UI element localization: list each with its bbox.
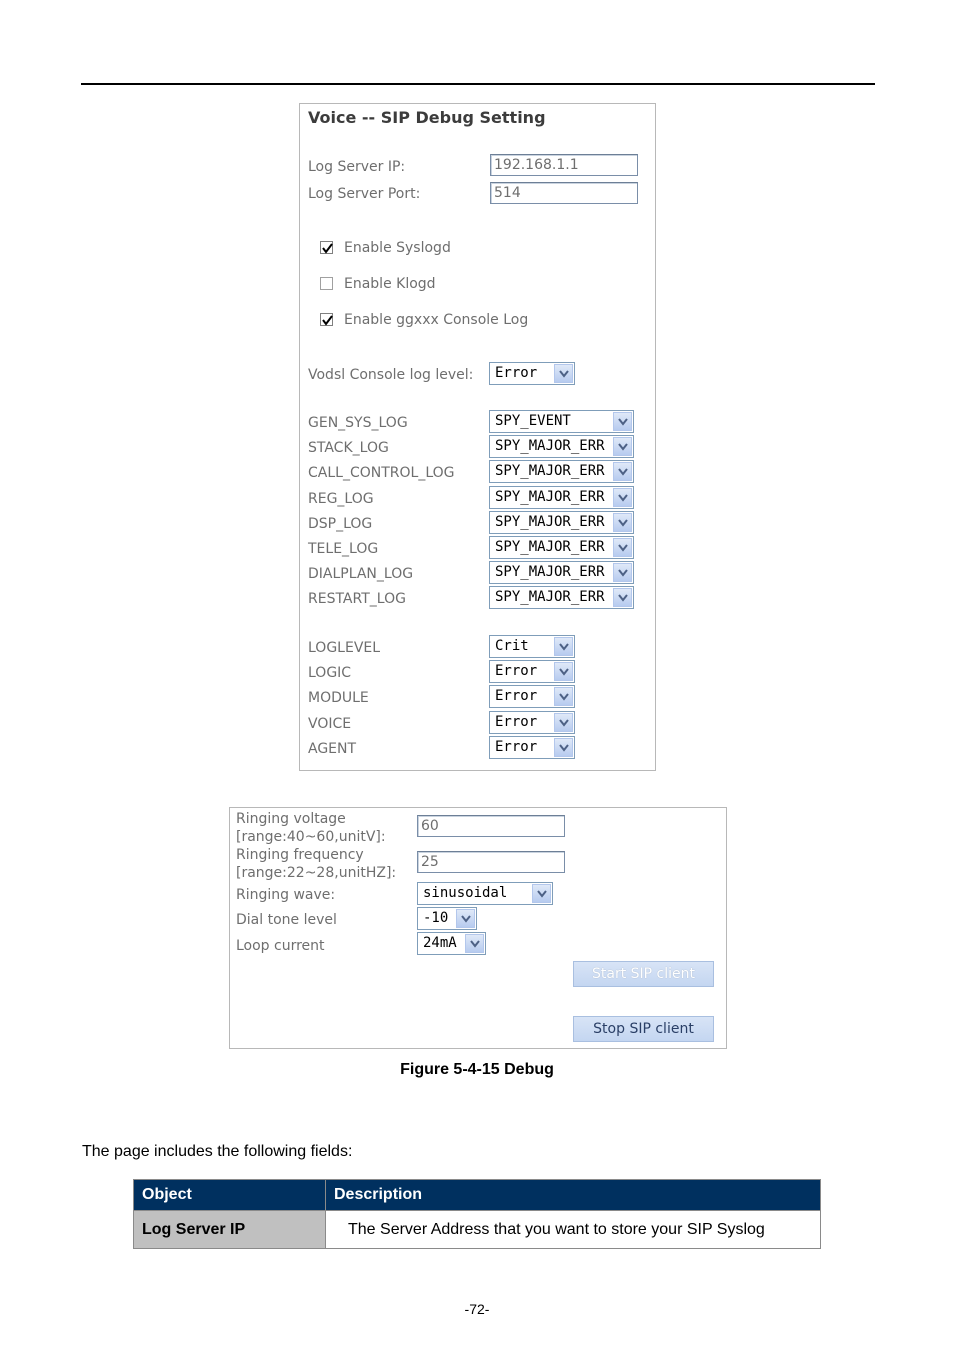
chevron-down-icon[interactable] bbox=[554, 687, 573, 706]
log-server-ip-input[interactable]: 192.168.1.1 bbox=[490, 154, 638, 176]
logic-select[interactable] bbox=[489, 660, 575, 683]
loglevel-select[interactable] bbox=[489, 635, 575, 658]
log-server-ip-label: Log Server IP: bbox=[308, 159, 406, 175]
module-label: MODULE bbox=[308, 690, 369, 707]
select-value: Error bbox=[495, 688, 538, 705]
dialplan-log-label: DIALPLAN_LOG bbox=[308, 566, 414, 583]
select-value: SPY_MAJOR_ERR bbox=[495, 589, 605, 606]
table-header-row bbox=[134, 1180, 821, 1211]
select-value: Error bbox=[495, 713, 538, 730]
check-icon bbox=[321, 242, 334, 255]
console-level-label: Vodsl Console log level: bbox=[308, 367, 474, 383]
chevron-down-icon[interactable] bbox=[613, 412, 632, 431]
dsp-log-label: DSP_LOG bbox=[308, 515, 373, 532]
table-cell-object: Log Server IP bbox=[134, 1211, 326, 1249]
reg-log-label: REG_LOG bbox=[308, 490, 374, 507]
logic-label: LOGIC bbox=[308, 665, 352, 682]
table-row bbox=[134, 1211, 821, 1249]
voice-label: VOICE bbox=[308, 715, 352, 732]
loop-current-select[interactable] bbox=[417, 932, 486, 955]
voice-select[interactable] bbox=[489, 711, 575, 734]
tele-log-label: TELE_LOG bbox=[308, 541, 379, 557]
chevron-down-icon[interactable] bbox=[613, 563, 632, 582]
chevron-down-icon[interactable] bbox=[554, 637, 573, 656]
ringing-voltage-input[interactable]: 60 bbox=[417, 815, 565, 837]
chevron-down-icon[interactable] bbox=[613, 538, 632, 557]
chevron-down-icon[interactable] bbox=[613, 437, 632, 456]
ringing-frequency-label: Ringing frequency bbox=[236, 847, 364, 863]
call-control-log-select[interactable] bbox=[489, 460, 634, 483]
gen-sys-log-label: GEN_SYS_LOG bbox=[308, 415, 408, 431]
restart-log-label: RESTART_LOG bbox=[308, 591, 406, 608]
log-server-port-label: Log Server Port: bbox=[308, 186, 421, 202]
stack-log-select[interactable] bbox=[489, 435, 634, 458]
ringing-frequency-input[interactable]: 25 bbox=[417, 851, 565, 873]
chevron-down-icon[interactable] bbox=[532, 884, 551, 903]
loglevel-label: LOGLEVEL bbox=[308, 640, 381, 656]
table-header-object: Object bbox=[134, 1180, 326, 1211]
select-value: SPY_EVENT bbox=[495, 413, 571, 429]
select-value: SPY_MAJOR_ERR bbox=[495, 513, 605, 530]
intro-text: The page includes the following fields: bbox=[82, 1143, 353, 1160]
chevron-down-icon[interactable] bbox=[465, 934, 484, 953]
table-header-description: Description bbox=[326, 1180, 821, 1211]
enable-klogd-label: Enable Klogd bbox=[344, 276, 436, 292]
check-icon bbox=[321, 314, 334, 327]
select-value: 24mA bbox=[423, 935, 457, 951]
tele-log-select[interactable] bbox=[489, 536, 634, 559]
dial-tone-select[interactable] bbox=[417, 907, 477, 930]
enable-syslogd-checkbox[interactable] bbox=[320, 241, 333, 254]
agent-select[interactable] bbox=[489, 736, 575, 759]
restart-log-select[interactable] bbox=[489, 586, 634, 609]
ringing-frequency-range: [range:22~28,unitHZ]: bbox=[236, 865, 397, 881]
select-value: -10 bbox=[423, 910, 449, 926]
select-value: Error bbox=[495, 663, 538, 680]
select-value: SPY_MAJOR_ERR bbox=[495, 539, 605, 555]
stack-log-label: STACK_LOG bbox=[308, 440, 389, 457]
select-value: SPY_MAJOR_ERR bbox=[495, 438, 605, 455]
enable-syslogd-label: Enable Syslogd bbox=[344, 240, 451, 256]
enable-klogd-checkbox[interactable] bbox=[320, 277, 333, 290]
select-value: SPY_MAJOR_ERR bbox=[495, 564, 605, 581]
gen-sys-log-select[interactable] bbox=[489, 410, 634, 433]
select-value: Error bbox=[495, 738, 538, 755]
dial-tone-label: Dial tone level bbox=[236, 912, 337, 928]
dialplan-log-select[interactable] bbox=[489, 561, 634, 584]
chevron-down-icon[interactable] bbox=[613, 462, 632, 481]
log-server-port-input[interactable]: 514 bbox=[490, 182, 638, 204]
select-value: SPY_MAJOR_ERR bbox=[495, 463, 605, 480]
chevron-down-icon[interactable] bbox=[613, 513, 632, 532]
chevron-down-icon[interactable] bbox=[554, 738, 573, 757]
reg-log-select[interactable] bbox=[489, 486, 634, 509]
chevron-down-icon[interactable] bbox=[613, 588, 632, 607]
agent-label: AGENT bbox=[308, 740, 357, 757]
figure-caption: Figure 5-4-15 Debug bbox=[400, 1061, 554, 1078]
enable-console-log-label: Enable ggxxx Console Log bbox=[344, 312, 529, 328]
start-sip-client-button[interactable]: Start SIP client bbox=[573, 961, 714, 987]
loop-current-label: Loop current bbox=[236, 938, 325, 954]
chevron-down-icon[interactable] bbox=[554, 662, 573, 681]
call-control-log-label: CALL_CONTROL_LOG bbox=[308, 465, 455, 482]
select-value: sinusoidal bbox=[423, 885, 508, 901]
fields-table bbox=[133, 1179, 821, 1249]
panel-title: Voice -- SIP Debug Setting bbox=[308, 108, 546, 127]
ringing-voltage-label: Ringing voltage bbox=[236, 811, 346, 827]
select-value: Error bbox=[495, 365, 538, 381]
table-cell-description: The Server Address that you want to store your SIP Syslog bbox=[326, 1211, 821, 1249]
chevron-down-icon[interactable] bbox=[554, 713, 573, 732]
chevron-down-icon[interactable] bbox=[554, 364, 573, 383]
header-rule bbox=[81, 83, 875, 85]
ringing-panel bbox=[229, 807, 727, 1049]
select-value: Crit bbox=[495, 638, 529, 654]
sip-debug-panel bbox=[299, 103, 656, 771]
ringing-wave-label: Ringing wave: bbox=[236, 887, 336, 903]
chevron-down-icon[interactable] bbox=[456, 909, 475, 928]
ringing-voltage-range: [range:40~60,unitV]: bbox=[236, 829, 386, 845]
chevron-down-icon[interactable] bbox=[613, 488, 632, 507]
dsp-log-select[interactable] bbox=[489, 511, 634, 534]
select-value: SPY_MAJOR_ERR bbox=[495, 488, 605, 505]
page-number: -72- bbox=[464, 1301, 490, 1317]
ringing-wave-select[interactable] bbox=[417, 882, 553, 905]
stop-sip-client-button[interactable]: Stop SIP client bbox=[573, 1016, 714, 1042]
module-select[interactable] bbox=[489, 685, 575, 708]
enable-console-log-checkbox[interactable] bbox=[320, 313, 333, 326]
console-level-select[interactable] bbox=[489, 362, 575, 385]
